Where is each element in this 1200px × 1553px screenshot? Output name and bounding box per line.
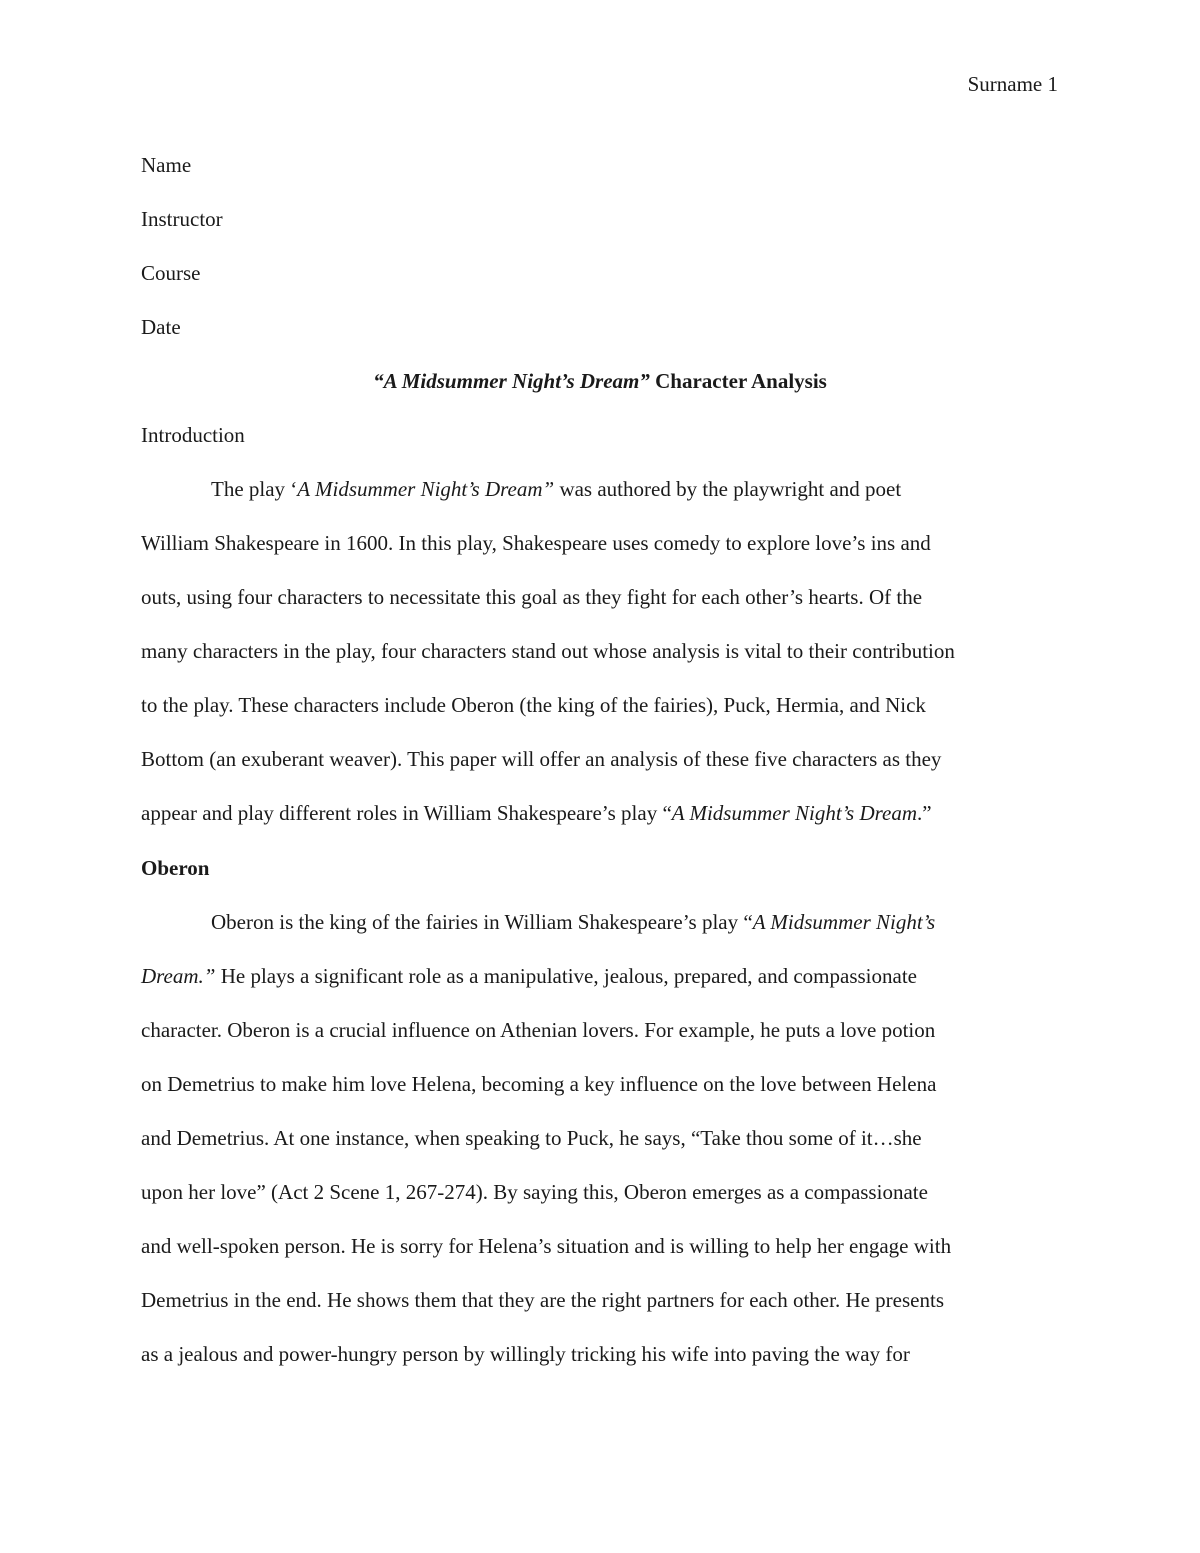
paper-title <box>141 366 1059 396</box>
student-name: Name <box>141 153 192 177</box>
italic-run: A Midsummer Night’s <box>752 910 936 934</box>
text-run: upon her love” (Act 2 Scene 1, 267-274). By saying this, Oberon emerges as a compassionate <box>141 1180 928 1204</box>
oberon-line <box>141 1339 1059 1393</box>
intro-paragraph <box>141 474 1059 852</box>
text-run: to the play. These characters include Oberon (the king of the fairies), Puck, Hermia, and Nick <box>141 693 926 717</box>
intro-line <box>141 474 1059 528</box>
oberon-paragraph <box>141 907 1059 1393</box>
oberon-line <box>141 1177 1059 1231</box>
text-run: William Shakespeare in 1600. In this play, Shakespeare uses comedy to explore love’s ins and <box>141 531 931 555</box>
oberon-line <box>141 1069 1059 1123</box>
oberon-line <box>141 1285 1059 1339</box>
italic-run: A Midsummer Night’s Dream <box>671 801 917 825</box>
oberon-line <box>141 961 1059 1015</box>
text-run: Oberon is the king of the fairies in William Shakespeare’s play “ <box>211 910 753 934</box>
intro-line <box>141 744 1059 798</box>
heading-block <box>141 150 1061 366</box>
text-run: appear and play different roles in William Shakespeare’s play “ <box>141 801 672 825</box>
text-run: outs, using four characters to necessitate this goal as they fight for each other’s hearts. Of the <box>141 585 923 609</box>
oberon-heading: Oberon <box>141 856 210 880</box>
instructor-name: Instructor <box>141 207 223 231</box>
text-run: character. Oberon is a crucial influence on Athenian lovers. For example, he puts a love potion <box>141 1018 936 1042</box>
text-run: Demetrius in the end. He shows them that they are the right partners for each other. He presents <box>141 1288 944 1312</box>
text-run: many characters in the play, four characters stand out whose analysis is vital to their contribution <box>141 639 955 663</box>
text-run: Bottom (an exuberant weaver). This paper will offer an analysis of these five characters as they <box>141 747 942 771</box>
italic-run: A Midsummer Night’s Dream” <box>297 477 555 501</box>
oberon-line <box>141 907 1059 961</box>
intro-heading: Introduction <box>141 423 245 447</box>
text-run: as a jealous and power-hungry person by willingly tricking his wife into paving the way for <box>141 1342 910 1366</box>
oberon-line <box>141 1231 1059 1285</box>
text-run: was authored by the playwright and poet <box>554 477 902 501</box>
oberon-line <box>141 1123 1059 1177</box>
running-head: Surname 1 <box>967 72 1058 96</box>
course-name: Course <box>141 261 201 285</box>
text-run: He plays a significant role as a manipulative, jealous, prepared, and compassionate <box>215 964 917 988</box>
text-run: .” <box>916 801 932 825</box>
intro-line <box>141 582 1059 636</box>
intro-line <box>141 690 1059 744</box>
intro-line <box>141 636 1059 690</box>
text-run: The play ‘ <box>211 477 298 501</box>
text-run: and well-spoken person. He is sorry for Helena’s situation and is willing to help her engage with <box>141 1234 952 1258</box>
oberon-line <box>141 1015 1059 1069</box>
title-plain: Character Analysis <box>649 369 827 393</box>
text-run: and Demetrius. At one instance, when speaking to Puck, he says, “Take thou some of it…she <box>141 1126 922 1150</box>
text-run: on Demetrius to make him love Helena, becoming a key influence on the love between Helena <box>141 1072 937 1096</box>
intro-line <box>141 528 1059 582</box>
title-italic: “A Midsummer Night’s Dream” <box>373 369 650 393</box>
intro-line <box>141 798 1059 852</box>
date: Date <box>141 315 181 339</box>
italic-run: Dream.” <box>141 964 216 988</box>
